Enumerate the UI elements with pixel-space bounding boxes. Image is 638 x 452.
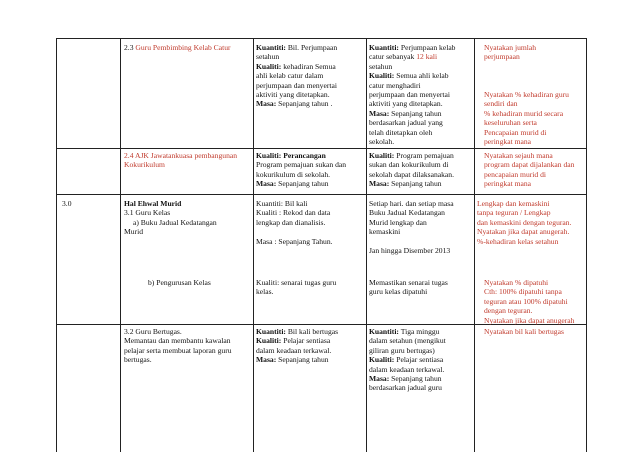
cell-line: Cth: 100% dipatuhi tanpa	[484, 287, 562, 297]
row-2-4-quantity-quality	[256, 151, 346, 189]
cell-line: peringkat mana	[484, 179, 532, 189]
cell-line: catur sebanyak 12 kali	[369, 52, 438, 62]
cell-line: dalam keadaan terkawal.	[369, 364, 445, 374]
cell-line: lengkap dan dianalisis.	[256, 217, 326, 227]
cell-line: Masa: Sepanjang tahun .	[256, 99, 333, 109]
cell-line: aktiviti yang ditetapkan.	[369, 99, 443, 109]
cell-line: dalam keadaan terkawal.	[256, 345, 332, 355]
cell-line: Nyatakan % dipatuhi	[484, 278, 549, 287]
col-divider	[253, 38, 254, 452]
table-border-top	[56, 38, 587, 39]
cell-line: peringkat mana	[484, 137, 532, 147]
cell-line: ahli kelab catur dalam	[256, 71, 324, 81]
row-2-3-notes	[484, 43, 569, 146]
cell-line: bertugas.	[124, 355, 152, 365]
row-divider	[56, 194, 587, 195]
cell-line: perjumpaan	[484, 52, 520, 62]
cell-line: %-kehadiran kelas setahun	[477, 236, 559, 246]
cell-line: Masa : Sepanjang Tahun.	[256, 236, 333, 246]
cell-line: Nyatakan sejauh mana	[484, 151, 553, 160]
cell-line: Kuantiti: Tiga minggu	[369, 327, 440, 336]
row-3-0-notes-b	[484, 278, 574, 325]
col-divider	[120, 38, 121, 452]
cell-line: Nyatakan jumlah	[484, 43, 537, 52]
cell-line: Kualiti: Perancangan	[256, 151, 326, 160]
cell-line: Setiap hari. dan setiap masa	[369, 199, 454, 208]
cell-line: aktiviti yang ditetapkan.	[256, 90, 330, 100]
cell-line: dan kemaskini dengan teguran.	[477, 217, 572, 227]
row-divider	[56, 148, 587, 149]
cell-line: keseluruhan serta	[484, 118, 537, 128]
cell-line	[369, 237, 454, 246]
cell-line: sekolah dapat dilaksanakan.	[369, 169, 454, 179]
cell-line: kelas.	[256, 287, 274, 297]
cell-line: kokurikulum di sekolah.	[256, 169, 331, 179]
row-3-0-number: 3.0	[62, 199, 72, 208]
row-2-4-notes	[484, 151, 574, 189]
row-2-4-label	[124, 151, 237, 170]
cell-line: Kuantiti: Bil kali	[256, 199, 308, 208]
cell-line	[484, 71, 569, 80]
cell-line: dalam setahun (mengikut	[369, 336, 446, 346]
cell-line: Masa: Sepanjang tahun	[369, 108, 442, 118]
row-3-2-label	[124, 327, 232, 365]
cell-line: 3.2 Guru Bertugas.	[124, 327, 182, 336]
cell-line: Kuantiti: Bil kali bertugas	[256, 327, 339, 336]
cell-line: kemaskini	[369, 227, 401, 237]
col-divider	[474, 38, 475, 452]
cell-line: telah ditetapkan oleh	[369, 127, 433, 137]
row-3-0-measure	[369, 199, 454, 255]
cell-line: dengan teguran.	[484, 306, 533, 316]
cell-line: Masa: Sepanjang tahun	[369, 374, 442, 384]
cell-line: Kuantiti: Bil. Perjumpaan	[256, 43, 338, 52]
row-2-3-quantity-quality	[256, 43, 337, 109]
cell-line: berdasarkan jadual yang	[369, 118, 443, 128]
row-3-0-label: Hal Ehwal Murid 3.1 Guru Kelas a) Buku Jadual Kedatangan Murid	[124, 199, 217, 237]
cell-line: Kokurikulum	[124, 160, 165, 170]
row-2-4-measure	[369, 151, 454, 189]
cell-line: Masa: Sepanjang tahun	[369, 179, 442, 189]
cell-line: berdasarkan jadual guru	[369, 383, 442, 393]
cell-line: sukan dan kokurikulum di	[369, 160, 449, 170]
row-3-0-measure-b	[369, 278, 448, 297]
cell-line: pencapaian murid di	[484, 169, 546, 179]
cell-line: Kualiti: Pelajar sentiasa	[256, 336, 331, 346]
row-3-0-notes	[477, 199, 571, 246]
cell-line: Memastikan senarai tugas	[369, 278, 448, 287]
cell-line: Kualiti: kehadiran Semua	[256, 61, 336, 71]
cell-line: catur menghadiri	[369, 80, 421, 90]
work-target-table	[56, 38, 587, 452]
cell-line: Masa: Sepanjang tahun	[256, 355, 329, 365]
col-divider	[586, 38, 587, 452]
cell-line: setahun	[256, 52, 280, 62]
row-3-0-quality-b	[256, 278, 336, 297]
cell-line: tanpa teguran / Lengkap	[477, 208, 551, 218]
cell-line: Memantau dan membantu kawalan	[124, 336, 231, 346]
cell-line: Nyatakan jika dapat anugerah.	[477, 227, 570, 237]
row-3-0-sub-b: b) Pengurusan Kelas	[148, 278, 211, 287]
cell-line: sekolah.	[369, 137, 395, 147]
row-2-3-measure	[369, 43, 455, 146]
cell-line: giliran guru bertugas)	[369, 345, 435, 355]
cell-line: Pencapaian murid di	[484, 127, 547, 137]
cell-line: Nyatakan jika dapat anugerah	[484, 315, 575, 325]
cell-line: pelajar serta membuat laporan guru	[124, 345, 232, 355]
cell-line: setahun	[369, 61, 393, 71]
col-divider	[366, 38, 367, 452]
cell-line: program dapat dijalankan dan	[484, 160, 575, 170]
row-2-3-label: 2.3 Guru Pembimbing Kelab Catur	[124, 43, 231, 52]
cell-line: Kualiti: Pelajar sentiasa	[369, 355, 444, 365]
cell-line: sendiri dan	[484, 99, 518, 109]
cell-line: Nyatakan % kehadiran guru	[484, 90, 569, 100]
cell-line	[484, 62, 569, 71]
cell-line: % kehadiran murid secara	[484, 108, 564, 118]
cell-line: 2.4 AJK Jawatankuasa pembangunan	[124, 151, 238, 160]
cell-line: Jan hingga Disember 2013	[369, 246, 451, 256]
row-3-0-quantity-quality	[256, 199, 333, 246]
cell-line: teguran atau 100% dipatuhi	[484, 296, 568, 306]
cell-line: Kualiti: Program pemajuan	[369, 151, 454, 160]
cell-line	[484, 81, 569, 90]
cell-line: perjumpaan dan menyertai	[369, 90, 450, 100]
col-divider	[56, 38, 57, 452]
cell-line: Kuantiti: Perjumpaan kelab	[369, 43, 456, 52]
cell-line: Kualiti: Semua ahli kelab	[369, 71, 449, 81]
cell-line: Murid lengkap dan	[369, 217, 427, 227]
row-3-2-quantity-quality	[256, 327, 338, 365]
cell-line: Buku Jadual Kedatangan	[369, 208, 445, 218]
cell-line: Kualiti: senarai tugas guru	[256, 278, 337, 287]
cell-line: Kualiti : Rekod dan data	[256, 208, 331, 218]
cell-line: Masa: Sepanjang tahun	[256, 179, 329, 189]
section-heading: Hal Ehwal Murid	[124, 199, 182, 208]
cell-line: perjumpaan dan menyertai	[256, 80, 337, 90]
cell-line: Nyatakan bil kali bertugas	[484, 327, 564, 336]
row-3-2-notes	[484, 327, 564, 336]
cell-line: Program pemajuan sukan dan	[256, 160, 347, 170]
cell-line: Lengkap dan kemaskini	[477, 199, 550, 208]
cell-line: guru kelas dipatuhi	[369, 287, 428, 297]
row-3-2-measure	[369, 327, 446, 393]
cell-line	[256, 227, 333, 236]
